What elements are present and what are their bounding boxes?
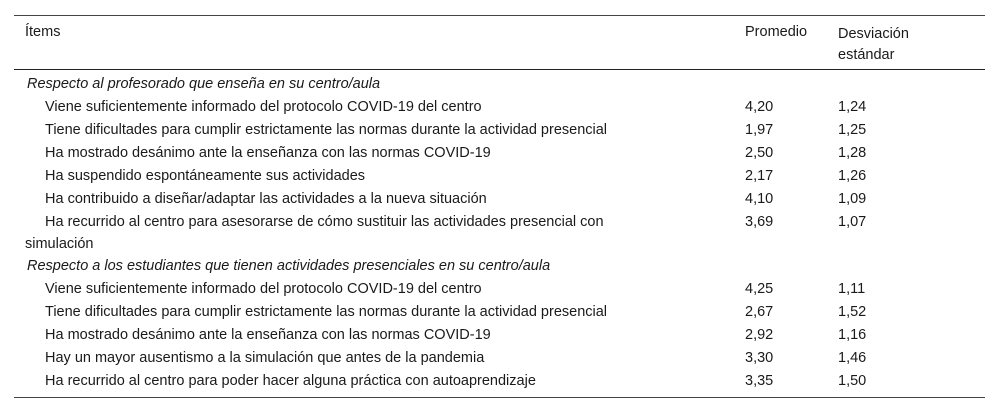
row-mean: 4,20: [745, 99, 774, 115]
row-sd: 1,16: [838, 327, 867, 343]
section-title: Respecto al profesorado que enseña en su centro/aula: [27, 76, 381, 92]
row-item-text: Viene suficientemente informado del protocolo COVID-19 del centro: [45, 99, 482, 115]
row-item-text: Ha mostrado desánimo ante la enseñanza con las normas COVID-19: [45, 327, 491, 343]
table-row: [14, 324, 985, 347]
table-row: [14, 96, 985, 119]
row-item-text: [14, 211, 725, 255]
row-mean: 4,10: [745, 191, 774, 207]
row-item-text-line1: Ha recurrido al centro para asesorarse de cómo sustituir las actividades presencial con: [45, 214, 604, 230]
row-item-text: Ha recurrido al centro para poder hacer alguna práctica con autoaprendizaje: [45, 373, 536, 389]
row-mean: 2,92: [745, 327, 774, 343]
header-mean: Promedio: [745, 24, 808, 40]
table-row: [14, 347, 985, 370]
table-row: [14, 142, 985, 165]
results-table: [14, 15, 985, 398]
row-mean: 1,97: [745, 122, 774, 138]
header-items: Ítems: [25, 24, 61, 40]
header-sd-line1: Desviación: [838, 26, 909, 42]
table-row: [14, 370, 985, 393]
header-sd: [838, 24, 958, 66]
table-bottom-rule: [14, 397, 985, 398]
row-sd: 1,50: [838, 373, 867, 389]
table-row: [14, 165, 985, 188]
row-item-text-line2: simulación: [25, 236, 94, 252]
row-sd: 1,25: [838, 122, 867, 138]
table-row: [14, 188, 985, 211]
row-sd: 1,11: [838, 281, 866, 297]
row-sd: 1,09: [838, 191, 867, 207]
row-sd: 1,46: [838, 350, 867, 366]
section-title: Respecto a los estudiantes que tienen actividades presenciales en su centro/aula: [27, 258, 551, 274]
row-item-text: Viene suficientemente informado del protocolo COVID-19 del centro: [45, 281, 482, 297]
table-header: [14, 16, 985, 69]
row-sd: 1,07: [838, 214, 867, 230]
row-sd: 1,52: [838, 304, 867, 320]
row-mean: 2,50: [745, 145, 774, 161]
row-mean: 3,35: [745, 373, 774, 389]
table-row: [14, 119, 985, 142]
row-mean: 3,30: [745, 350, 774, 366]
table-body: [14, 70, 985, 397]
row-item-text: Ha suspendido espontáneamente sus actividades: [45, 168, 366, 184]
row-sd: 1,26: [838, 168, 867, 184]
row-sd: 1,24: [838, 99, 867, 115]
table-row: [14, 278, 985, 301]
header-sd-line2: estándar: [838, 47, 895, 63]
row-mean: 3,69: [745, 214, 774, 230]
row-item-text: Hay un mayor ausentismo a la simulación que antes de la pandemia: [45, 350, 485, 366]
table-row: [14, 301, 985, 324]
row-mean: 2,17: [745, 168, 774, 184]
row-item-text: Tiene dificultades para cumplir estrictamente las normas durante la actividad presencial: [45, 122, 608, 138]
row-item-text: Ha contribuido a diseñar/adaptar las actividades a la nueva situación: [45, 191, 487, 207]
row-item-text: Tiene dificultades para cumplir estrictamente las normas durante la actividad presencial: [45, 304, 608, 320]
row-item-text: Ha mostrado desánimo ante la enseñanza con las normas COVID-19: [45, 145, 491, 161]
row-mean: 4,25: [745, 281, 774, 297]
row-mean: 2,67: [745, 304, 774, 320]
table-row: [14, 211, 985, 255]
row-sd: 1,28: [838, 145, 867, 161]
